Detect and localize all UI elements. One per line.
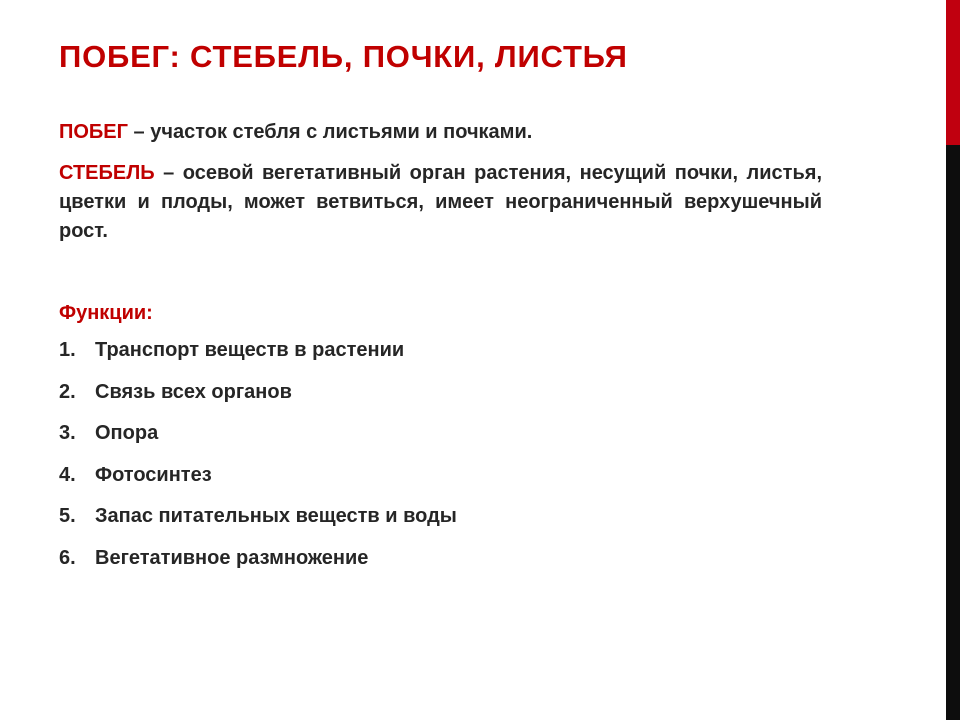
list-item-text: Запас питательных веществ и воды: [95, 505, 457, 528]
list-item-text: Фотосинтез: [95, 463, 212, 486]
functions-list: [59, 336, 822, 586]
list-item: [59, 461, 822, 503]
list-item-number: 6.: [59, 546, 76, 569]
definition-term: ПОБЕГ: [59, 121, 128, 143]
definition-text: – участок стебля с листьями и почками.: [127, 121, 533, 143]
slide-title: ПОБЕГ: СТЕБЕЛЬ, ПОЧКИ, ЛИСТЬЯ: [59, 39, 628, 74]
list-item-text: Связь всех органов: [95, 380, 292, 403]
list-item-number: 5.: [59, 505, 76, 528]
slide-body: [59, 118, 822, 586]
definition-term: СТЕБЕЛЬ: [59, 162, 155, 184]
list-item: [59, 502, 822, 544]
list-item-text: Вегетативное размножение: [95, 546, 369, 569]
list-item: [59, 378, 822, 420]
list-item-number: 3.: [59, 422, 76, 445]
side-accent-bar-red: [946, 0, 960, 145]
definition-stem: [59, 159, 822, 246]
definition-text: – осевой вегетативный орган растения, несущий почки, листья, цветки и плоды, может ветвиться, имеет неограниченный верхушечный рост.: [59, 162, 822, 242]
list-item: [59, 544, 822, 586]
list-item-number: 4.: [59, 463, 76, 486]
list-item: [59, 336, 822, 378]
definition-shoot: [59, 118, 822, 147]
list-item-number: 2.: [59, 380, 76, 403]
list-item: [59, 419, 822, 461]
list-item-number: 1.: [59, 339, 76, 361]
list-item-text: Транспорт веществ в растении: [95, 339, 405, 361]
functions-heading: Функции:: [59, 302, 153, 324]
list-item-text: Опора: [95, 422, 159, 445]
side-accent-bar-dark: [946, 145, 960, 720]
